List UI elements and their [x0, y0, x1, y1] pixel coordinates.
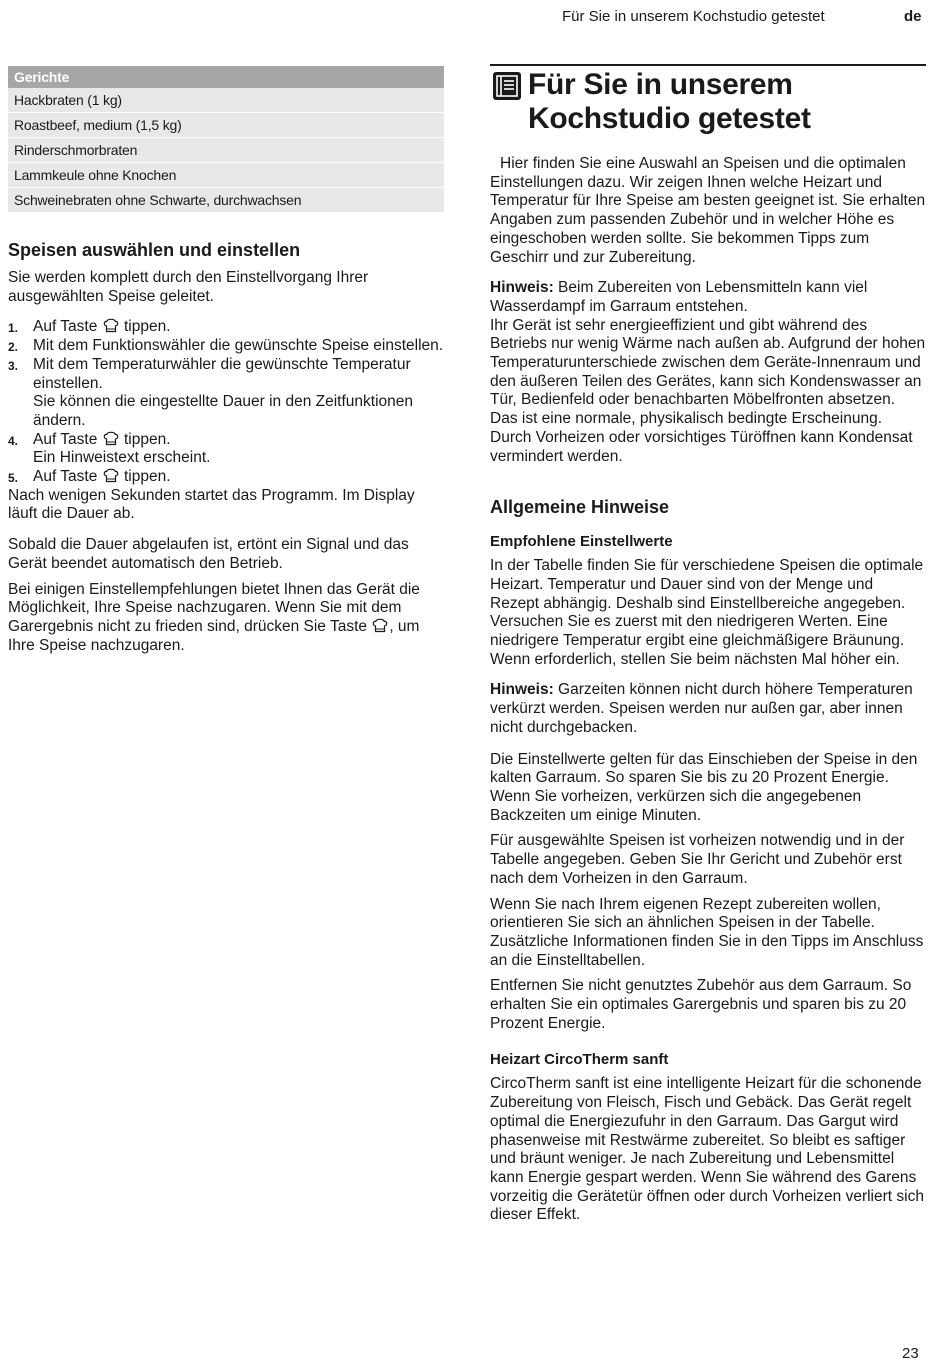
list-item [8, 337, 444, 356]
table-row [8, 163, 444, 188]
table-cell: Rinderschmorbraten [8, 138, 444, 163]
cold-oven-paragraph: Die Einstellwerte gelten für das Einschieben der Speise in den kalten Garraum. So sparen Sie bis zu 20 Prozent Energie. Wenn Sie vorheizen, verkürzen sich die angegebenen Backzeiten um einige Minuten. [490, 750, 918, 824]
table-cell: Roastbeef, medium (1,5 kg) [8, 113, 444, 138]
chapter-heading [490, 64, 926, 136]
chef-hat-icon [102, 468, 120, 483]
signal-paragraph: Sobald die Dauer abgelaufen ist, ertönt ein Signal und das Gerät beendet automatisch den Betrieb. [8, 536, 409, 572]
accessory-paragraph: Entfernen Sie nicht genutztes Zubehör aus dem Garraum. So erhalten Sie ein optimales Garergebnis und sparen bis zu 20 Prozent Energie. [490, 977, 912, 1032]
subsection-title-circotherm: Heizart CircoTherm sanft [490, 1051, 669, 1069]
chapter-title-line-1: Für Sie in unserem [528, 68, 793, 101]
step-extra: Ein Hinweistext erscheint. [33, 449, 211, 467]
nachgaren-text-suffix: , um Ihre Speise nachzugaren. [8, 617, 420, 654]
chapter-title-line-2: Kochstudio getestet [528, 102, 811, 135]
book-icon [492, 71, 522, 101]
note-text: Garzeiten können nicht durch höhere Temperaturen verkürzt werden. Speisen werden nur außen gar, aber innen nicht durchgebacken. [490, 681, 913, 736]
right-column [490, 64, 926, 1225]
section-title-general: Allgemeine Hinweise [490, 497, 670, 518]
nachgaren-text: Bei einigen Einstellempfehlungen bietet Ihnen das Gerät die Möglichkeit, Ihre Speise nachzugaren. Wenn Sie mit dem Garergebnis nicht zu frieden sind, drücken Sie Taste [8, 580, 420, 635]
table-cell: Hackbraten (1 kg) [8, 88, 444, 113]
table-row [8, 138, 444, 163]
note-condensation-continued: Ihr Gerät ist sehr energieeffizient und gibt während des Betriebs nur wenig Wärme nach außen ab. Aufgrund der hohen Temperaturunterschiede zwischen dem Geräte-Innenraum und den äußeren Teilen des Gerätes, kann sich Kondenswasser an Tür, Bedienfeld oder benachbarten Möbelfronten absetzen. Das ist eine normale, physikalisch bedingte Erscheinung. Durch Vorheizen oder vorsichtiges Türöffnen kann Kondensat vermindert werden. [490, 316, 926, 465]
chef-hat-icon [102, 431, 120, 446]
table-row [8, 88, 444, 113]
own-recipe-paragraph: Wenn Sie nach Ihrem eigenen Rezept zubereiten wollen, orientieren Sie sich an ähnlichen Speisen in der Tabelle. Zusätzliche Informationen finden Sie in den Tipps im Anschluss an die Einstelltabellen. [490, 895, 924, 969]
language-tag: de [904, 8, 922, 25]
note-cooking-time [490, 681, 926, 737]
list-item [8, 468, 444, 487]
page-number: 23 [902, 1345, 919, 1362]
chef-hat-icon [371, 618, 389, 633]
list-item [8, 318, 444, 337]
steps-list [8, 318, 444, 486]
preheat-paragraph: Für ausgewählte Speisen ist vorheizen notwendig und in der Tabelle angegeben. Geben Sie Ihr Gericht und Zubehör erst nach dem Vorheizen in den Garraum. [490, 832, 905, 887]
step-number: 4. [8, 433, 19, 448]
intro-paragraph: Sie werden komplett durch den Einstellvorgang Ihrer ausgewählten Speise geleitet. [8, 269, 369, 305]
step-number: 1. [8, 321, 19, 336]
step-extra: Sie können die eingestellte Dauer in den Zeitfunktionen ändern. [33, 393, 414, 429]
step-number: 5. [8, 471, 19, 486]
table-header-cell: Gerichte [8, 66, 444, 88]
step-text: Mit dem Funktionswähler die gewünschte Speise einstellen. [33, 337, 444, 355]
step-text: Auf Taste [33, 468, 98, 486]
step-text: Auf Taste [33, 318, 98, 336]
note-label: Hinweis: [490, 279, 554, 297]
circotherm-paragraph: CircoTherm sanft ist eine intelligente Heizart für die schonende Zubereitung von Fleisch, Fisch und Gebäck. Das Gerät regelt optimal die Energiezufuhr in den Garraum. Das Gargut wird phasenweise mit Restwärme zubereitet. So bleibt es saftiger und bräunt weniger. Je nach Zubereitung und Lebensmittel kann Energie gespart werden. Wenn Sie während des Garens vorzeitig die Gerätetür öffnen oder durch Vorheizen verliert sich dieser Effekt. [490, 1075, 924, 1224]
left-column [8, 66, 444, 655]
step-text-suffix: tippen. [123, 468, 171, 486]
nachgaren-paragraph [8, 581, 444, 656]
settings-paragraph: In der Tabelle finden Sie für verschiedene Speisen die optimale Heizart. Temperatur und Dauer sind von der Menge und Rezept abhängig. Deshalb sind Einstellbereiche angegeben. Versuchen Sie es zuerst mit den niedrigeren Werten. Eine niedrigere Temperatur ergibt eine gleichmäßigere Bräunung. Wenn erforderlich, stellen Sie beim nächsten Mal höher ein. [490, 557, 924, 668]
step-number: 2. [8, 340, 19, 355]
list-item [8, 356, 444, 431]
table-row [8, 113, 444, 138]
step-text: Mit dem Temperaturwähler die gewünschte Temperatur einstellen. [33, 355, 411, 392]
running-header-title: Für Sie in unserem Kochstudio getestet [562, 8, 825, 25]
chapter-intro: Hier finden Sie eine Auswahl an Speisen und die optimalen Einstellungen dazu. Wir zeigen Ihnen welche Heizart und Temperatur für Ihre Speise am besten geeignet ist. Sie erhalten Angaben zum passenden Zubehör und in welcher Höhe es eingeschoben werden sollte. Sie bekommen Tipps zum Geschirr und zur Zubereitung. [490, 155, 926, 266]
section-title-select-dish: Speisen auswählen und einstellen [8, 240, 301, 260]
table-row [8, 188, 444, 213]
table-cell: Lammkeule ohne Knochen [8, 163, 444, 188]
note-condensation [490, 279, 926, 316]
note-label: Hinweis: [490, 681, 554, 699]
step-number: 3. [8, 358, 19, 373]
table-cell: Schweinebraten ohne Schwarte, durchwachsen [8, 188, 444, 213]
note-text: Beim Zubereiten von Lebensmitteln kann viel Wasserdampf im Garraum entstehen. [490, 279, 868, 315]
after-steps-paragraph: Nach wenigen Sekunden startet das Programm. Im Display läuft die Dauer ab. [8, 486, 415, 523]
table-header-row [8, 66, 444, 88]
subsection-title-settings: Empfohlene Einstellwerte [490, 533, 673, 551]
step-text: Auf Taste [33, 430, 98, 448]
step-text-suffix: tippen. [123, 430, 171, 448]
list-item [8, 431, 444, 468]
dishes-table [8, 66, 444, 213]
step-text-suffix: tippen. [123, 318, 171, 336]
chef-hat-icon [102, 318, 120, 333]
